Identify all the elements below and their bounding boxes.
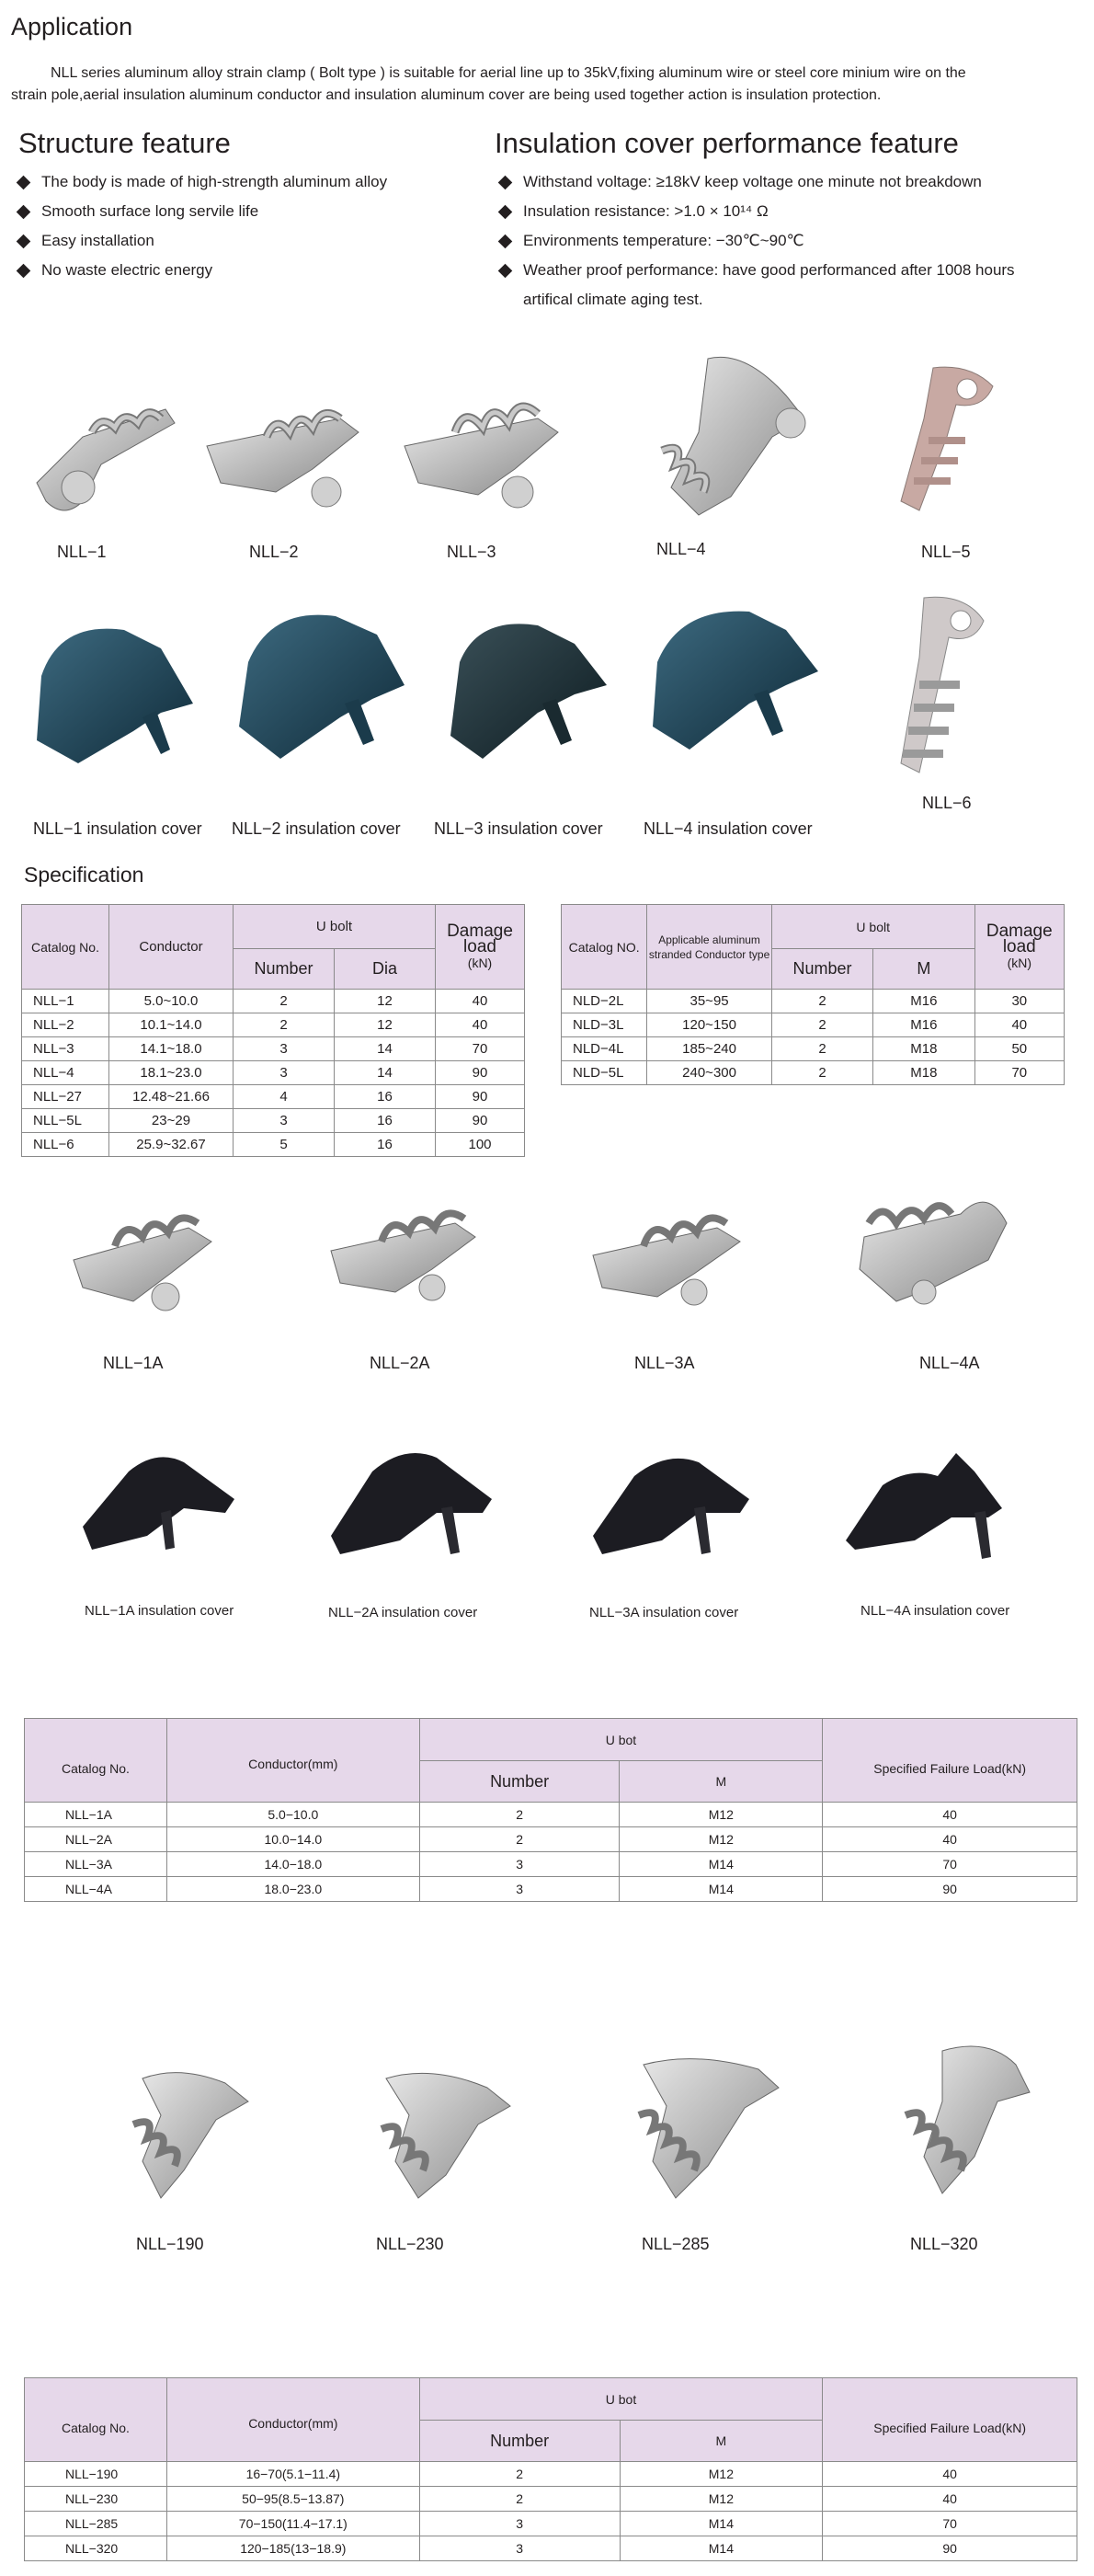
table-row: NLL−1 5.0~10.0 2 12 40 xyxy=(22,990,525,1013)
table-row: NLL−3 14.1~18.0 3 14 70 xyxy=(22,1037,525,1061)
header-m: M xyxy=(620,1761,823,1803)
diamond-bullet-icon xyxy=(498,235,513,249)
list-item: Weather proof performance: have good performanced after 1008 hours xyxy=(497,256,1015,285)
clamp-image-nll-2 xyxy=(202,382,363,524)
header-conductor: Conductor xyxy=(109,905,234,990)
table-row: NLL−2 10.1~14.0 2 12 40 xyxy=(22,1013,525,1037)
list-item: Smooth surface long servile life xyxy=(16,197,387,226)
header-failure: Specified Failure Load(kN) xyxy=(823,1719,1077,1803)
header-catalog: Catalog No. xyxy=(25,2378,167,2462)
product-label: NLL−4A xyxy=(919,1354,980,1372)
table-row: NLL−2A 10.0−14.0 2 M12 40 xyxy=(25,1827,1077,1852)
application-title: Application xyxy=(11,13,133,40)
clamp-image-nll-285 xyxy=(621,2051,781,2207)
header-conductor: Applicable aluminum stranded Conductor type xyxy=(647,905,771,990)
application-line-1: NLL series aluminum alloy strain clamp ( Bolt type ) is suitable for aerial line up to 35kV,fixing aluminum wire or steel core minium wire on the xyxy=(51,65,966,81)
header-ubolt: U bolt xyxy=(234,905,436,949)
list-item: The body is made of high-strength aluminum alloy xyxy=(16,167,387,197)
spec-table-nll xyxy=(21,904,525,1157)
diamond-bullet-icon xyxy=(17,205,31,220)
header-m: M xyxy=(873,949,974,990)
spec-table-nll-b xyxy=(24,2377,1077,2561)
clamp-image-nll-1a xyxy=(69,1196,225,1320)
clamp-image-nll-190 xyxy=(115,2060,253,2207)
diamond-bullet-icon xyxy=(17,264,31,279)
list-item: No waste electric energy xyxy=(16,256,387,285)
clamp-image-nll-2a xyxy=(326,1196,483,1320)
list-item: Insulation resistance: >1.0 × 10¹⁴ Ω xyxy=(497,197,1015,226)
product-label: NLL−3A insulation cover xyxy=(589,1605,739,1620)
header-number: Number xyxy=(771,949,872,990)
insulation-feature-list xyxy=(497,167,1015,315)
table-row: NLL−6 25.9~32.67 5 16 100 xyxy=(22,1133,525,1157)
table-row: NLL−1A 5.0−10.0 2 M12 40 xyxy=(25,1803,1077,1827)
header-catalog: Catalog NO. xyxy=(562,905,647,990)
header-number: Number xyxy=(419,1761,620,1803)
cover-image-nll-3 xyxy=(427,607,611,777)
diamond-bullet-icon xyxy=(17,176,31,190)
product-label: NLL−320 xyxy=(910,2235,978,2253)
header-damage: Damage load (kN) xyxy=(974,905,1064,990)
cover-image-nll-3a xyxy=(584,1439,754,1573)
clamp-image-nll-4a xyxy=(850,1186,1011,1315)
table-row: NLD−4L 185~240 2 M18 50 xyxy=(562,1037,1065,1061)
clamp-image-nll-1 xyxy=(28,382,184,524)
header-conductor: Conductor(mm) xyxy=(166,1719,419,1803)
product-label: NLL−1A insulation cover xyxy=(85,1603,234,1619)
cover-image-nll-1a xyxy=(74,1435,244,1563)
clamp-image-nll-6 xyxy=(883,593,993,786)
header-ubot: U bot xyxy=(419,1719,823,1761)
header-failure: Specified Failure Load(kN) xyxy=(823,2378,1077,2462)
list-item: Withstand voltage: ≥18kV keep voltage one minute not breakdown xyxy=(497,167,1015,197)
diamond-bullet-icon xyxy=(498,176,513,190)
header-ubolt: U bolt xyxy=(771,905,974,949)
product-label: NLL−2A xyxy=(370,1354,430,1372)
clamp-image-nll-3a xyxy=(588,1196,745,1320)
table-row: NLD−2L 35~95 2 M16 30 xyxy=(562,990,1065,1013)
table-row: NLL−320 120−185(13−18.9) 3 M14 90 xyxy=(25,2536,1077,2561)
table-row: NLD−3L 120~150 2 M16 40 xyxy=(562,1013,1065,1037)
product-label: NLL−285 xyxy=(642,2235,710,2253)
product-label: NLL−5 xyxy=(921,543,971,561)
clamp-image-nll-320 xyxy=(887,2037,1034,2207)
insulation-feature-title: Insulation cover performance feature xyxy=(495,127,959,159)
table-row: NLL−285 70−150(11.4−17.1) 3 M14 70 xyxy=(25,2512,1077,2536)
list-item: Environments temperature: −30℃~90℃ xyxy=(497,226,1015,256)
diamond-bullet-icon xyxy=(498,205,513,220)
clamp-image-nll-230 xyxy=(368,2060,515,2207)
product-label: NLL−1 insulation cover xyxy=(33,819,202,838)
product-label: NLL−2 xyxy=(249,543,299,561)
product-label: NLL−3 xyxy=(447,543,496,561)
clamp-image-nll-3 xyxy=(400,377,561,524)
product-label: NLL−4 xyxy=(656,540,706,558)
structure-feature-title: Structure feature xyxy=(18,127,231,159)
cover-image-nll-4 xyxy=(634,598,818,777)
table-row: NLL−5L 23~29 3 16 90 xyxy=(22,1109,525,1133)
specification-title: Specification xyxy=(24,863,144,887)
header-number: Number xyxy=(234,949,335,990)
header-damage: Damage load (kN) xyxy=(436,905,525,990)
clamp-image-nll-5 xyxy=(883,363,1002,529)
cover-image-nll-4a xyxy=(837,1444,1007,1568)
product-label: NLL−4A insulation cover xyxy=(860,1603,1010,1619)
product-label: NLL−1A xyxy=(103,1354,164,1372)
cover-image-nll-1 xyxy=(23,602,198,777)
product-label: NLL−3 insulation cover xyxy=(434,819,603,838)
header-catalog: Catalog No. xyxy=(25,1719,167,1803)
table-row: NLL−4 18.1~23.0 3 14 90 xyxy=(22,1061,525,1085)
structure-feature-list xyxy=(16,167,387,285)
product-label: NLL−190 xyxy=(136,2235,204,2253)
product-label: NLL−2A insulation cover xyxy=(328,1605,478,1620)
table-row: NLL−4A 18.0−23.0 3 M14 90 xyxy=(25,1877,1077,1902)
product-label: NLL−2 insulation cover xyxy=(232,819,401,838)
header-m: M xyxy=(620,2421,823,2462)
diamond-bullet-icon xyxy=(498,264,513,279)
table-row: NLL−190 16−70(5.1−11.4) 2 M12 40 xyxy=(25,2462,1077,2487)
spec-table-nll-a xyxy=(24,1718,1077,1902)
clamp-image-nll-4 xyxy=(634,349,818,529)
cover-image-nll-2 xyxy=(225,598,409,777)
cover-image-nll-2a xyxy=(322,1435,496,1573)
table-row: NLL−230 50−95(8.5−13.87) 2 M12 40 xyxy=(25,2487,1077,2512)
header-number: Number xyxy=(419,2421,620,2462)
header-catalog: Catalog No. xyxy=(22,905,109,990)
application-line-2: strain pole,aerial insulation aluminum conductor and insulation aluminum cover are being used together action is insulation protection. xyxy=(11,87,882,103)
header-ubot: U bot xyxy=(419,2378,823,2421)
list-item: Easy installation xyxy=(16,226,387,256)
diamond-bullet-icon xyxy=(17,235,31,249)
header-dia: Dia xyxy=(335,949,436,990)
table-row: NLD−5L 240~300 2 M18 70 xyxy=(562,1061,1065,1085)
product-label: NLL−1 xyxy=(57,543,107,561)
product-label: NLL−4 insulation cover xyxy=(644,819,813,838)
list-item: artifical climate aging test. xyxy=(523,291,703,308)
product-label: NLL−230 xyxy=(376,2235,444,2253)
header-conductor: Conductor(mm) xyxy=(166,2378,419,2462)
product-label: NLL−3A xyxy=(634,1354,695,1372)
product-label: NLL−6 xyxy=(922,794,972,812)
table-row: NLL−3A 14.0−18.0 3 M14 70 xyxy=(25,1852,1077,1877)
spec-table-nld xyxy=(561,904,1065,1085)
table-row: NLL−27 12.48~21.66 4 16 90 xyxy=(22,1085,525,1109)
